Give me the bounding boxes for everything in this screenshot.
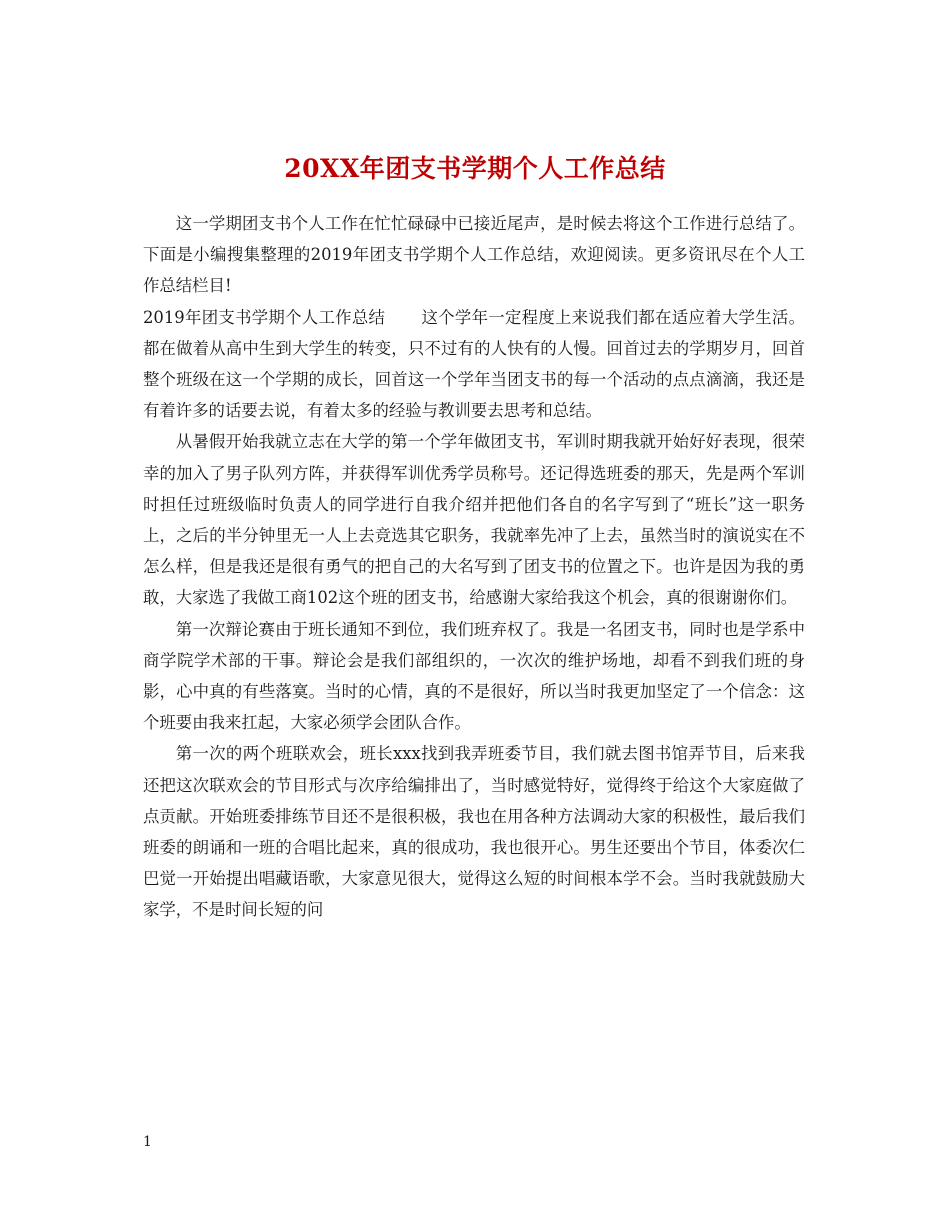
page-number: 1	[143, 1134, 152, 1150]
subtitle-paragraph	[143, 302, 805, 427]
paragraph-4: 第一次的两个班联欢会，班长xxx找到我弄班委节目，我们就去图书馆弄节目，后来我还把这次联欢会的节目形式与次序给编排出了，当时感觉特好，觉得终于给这个大家庭做了点贡献。开始班委排练节目还不是很积极，我也在用各种方法调动大家的积极性，最后我们班委的朗诵和一班的合唱比起来，真的很成功，我也很开心。男生还要出个节目，体委次仁巴觉一开始提出唱藏语歌，大家意见很大，觉得这么短的时间根本学不会。当时我就鼓励大家学，不是时间长短的问	[143, 744, 805, 920]
paragraph-1: 这个学年一定程度上来说我们都在适应着大学生活。都在做着从高中生到大学生的转变，只不过有的人快有的人慢。回首过去的学期岁月，回首整个班级在这一个学期的成长，回首这一个学年当团支书的每一个活动的点点滴滴，我还是有着许多的话要去说，有着太多的经验与教训要去思考和总结。	[143, 307, 805, 421]
paragraph-3: 第一次辩论赛由于班长通知不到位，我们班弃权了。我是一名团支书，同时也是学系中商学院学术部的干事。辩论会是我们部组织的，一次次的维护场地，却看不到我们班的身影，心中真的有些落寞。当时的心情，真的不是很好，所以当时我更加坚定了一个信念：这个班要由我来扛起，大家必须学会团队合作。	[143, 619, 805, 733]
intro-paragraph: 这一学期团支书个人工作在忙忙碌碌中已接近尾声，是时候去将这个工作进行总结了。下面是小编搜集整理的2019年团支书学期个人工作总结，欢迎阅读。更多资讯尽在个人工作总结栏目!	[143, 214, 805, 296]
page-title: 20XX年团支书学期个人工作总结	[284, 153, 666, 183]
section-subtitle: 2019年团支书学期个人工作总结	[143, 307, 386, 327]
document-body	[143, 208, 805, 926]
paragraph-2: 从暑假开始我就立志在大学的第一个学年做团支书，军训时期我就开始好好表现，很荣幸的加入了男子队列方阵，并获得军训优秀学员称号。还记得选班委的那天，先是两个军训时担任过班级临时负责人的同学进行自我介绍并把他们各自的名字写到了“班长”这一职务上，之后的半分钟里无一人上去竞选其它职务，我就率先冲了上去，虽然当时的演说实在不怎么样，但是我还是很有勇气的把自己的大名写到了团支书的位置之下。也许是因为我的勇敢，大家选了我做工商102这个班的团支书，给感谢大家给我这个机会，真的很谢谢你们。	[143, 432, 805, 608]
